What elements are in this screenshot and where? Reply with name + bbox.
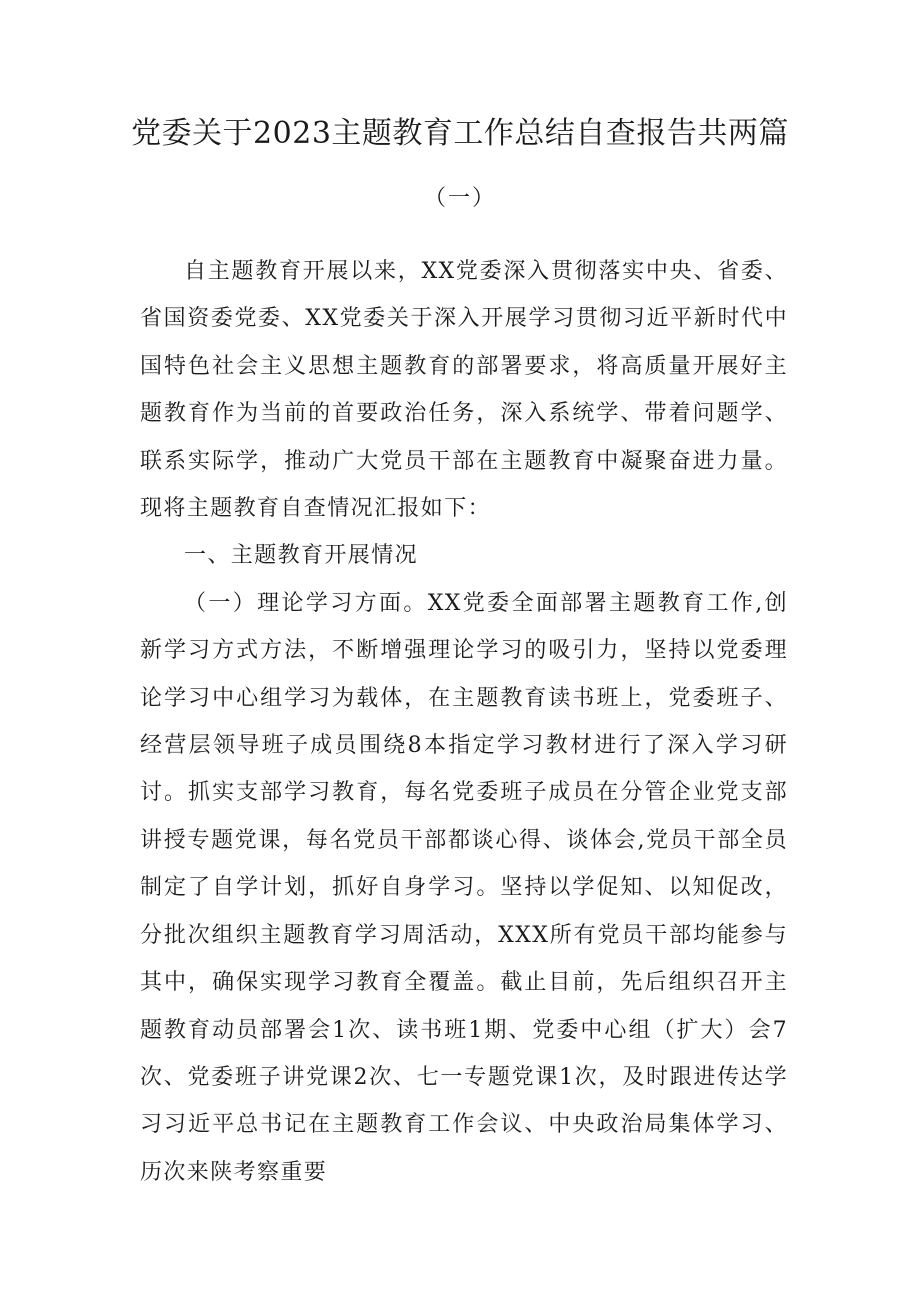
document-title: 党委关于2023主题教育工作总结自查报告共两篇 [131, 116, 789, 151]
paragraph-theory-study: （一）理论学习方面。XX党委全面部署主题教育工作,创新学习方式方法，不断增强理论学习的吸引力，坚持以党委理论学习中心组学习为载体，在主题教育读书班上，党委班子、经营层领导班子成员围绕8本指定学习教材进行了深入学习研讨。抓实支部学习教育，每名党委班子成员在分管企业党支部讲授专题党课，每名党员干部都谈心得、谈体会,党员干部全员制定了自学计划，抓好自身学习。坚持以学促知、以知促改，分批次组织主题教育学习周活动，XXX所有党员干部均能参与其中，确保实现学习教育全覆盖。截止目前，先后组织召开主题教育动员部署会1次、读书班1期、党委中心组（扩大）会7次、党委班子讲党课2次、七一专题党课1次，及时跟进传达学习习近平总书记在主题教育工作会议、中央政治局集体学习、历次来陕考察重要 [140, 590, 788, 1185]
paragraph-intro: 自主题教育开展以来，XX党委深入贯彻落实中央、省委、省国资委党委、XX党委关于深入开展学习贯彻习近平新时代中国特色社会主义思想主题教育的部署要求，将高质量开展好主题教育作为当前的首要政治任务，深入系统学、带着问题学、联系实际学，推动广大党员干部在主题教育中凝聚奋进力量。现将主题教育自查情况汇报如下： [140, 259, 788, 522]
section-label: （一） [423, 186, 496, 211]
document-body [140, 248, 788, 1196]
heading-section-1: 一、主题教育开展情况 [184, 543, 419, 569]
